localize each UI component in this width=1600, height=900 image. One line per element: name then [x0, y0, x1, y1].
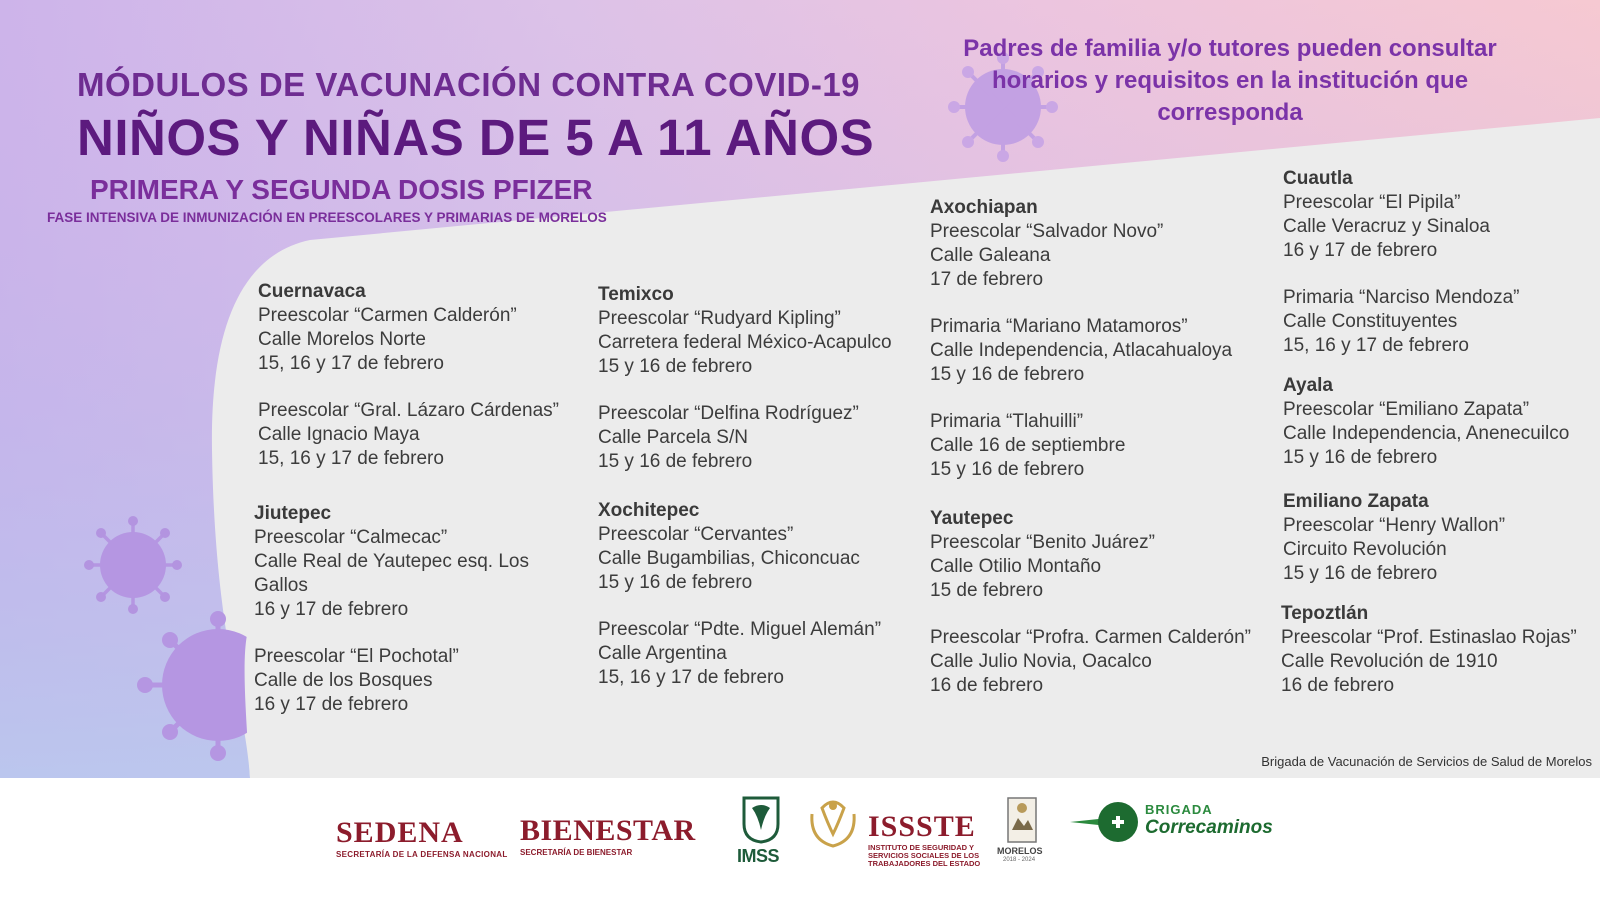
list-item — [930, 531, 1270, 603]
vaccination-dates: 15, 16 y 17 de febrero — [258, 448, 444, 469]
list-item — [254, 526, 554, 622]
title-line2: NIÑOS Y NIÑAS DE 5 A 11 AÑOS — [77, 109, 875, 166]
city-name: Tepoztlán — [1281, 603, 1369, 624]
correcaminos-icon — [1068, 800, 1144, 846]
issste-logo: ISSSTE — [868, 810, 976, 843]
morelos-logo: MORELOS — [997, 846, 1043, 856]
list-item — [598, 618, 918, 690]
city-name: Yautepec — [930, 508, 1014, 529]
school-address: Calle Independencia, Atlacahualoya — [930, 340, 1233, 361]
logo-footer — [0, 778, 1600, 900]
list-item — [930, 626, 1270, 698]
school-address: Calle Julio Novia, Oacalco — [930, 651, 1152, 672]
sedena-logo: SEDENA — [336, 816, 464, 849]
school-address: Calle Independencia, Anenecuilco — [1283, 423, 1570, 444]
school-name: Preescolar “Henry Wallon” — [1283, 515, 1506, 536]
imss-logo: IMSS — [737, 846, 780, 866]
column-1 — [258, 280, 588, 501]
school-address: Calle Otilio Montaño — [930, 556, 1102, 577]
vaccination-dates: 16 de febrero — [1281, 675, 1395, 696]
school-address: Calle Constituyentes — [1283, 311, 1458, 332]
school-name: Preescolar “El Pochotal” — [254, 646, 459, 667]
school-name: Preescolar “Emiliano Zapata” — [1283, 399, 1530, 420]
list-item — [1283, 286, 1595, 358]
vaccination-dates: 15 y 16 de febrero — [598, 572, 753, 593]
list-item — [1283, 514, 1595, 586]
school-address: Circuito Revolución — [1283, 539, 1447, 560]
school-name: Preescolar “Salvador Novo” — [930, 221, 1164, 242]
school-name: Primaria “Mariano Matamoros” — [930, 316, 1188, 337]
vaccination-dates: 15 y 16 de febrero — [598, 451, 753, 472]
school-name: Preescolar “Gral. Lázaro Cárdenas” — [258, 400, 559, 421]
vaccination-dates: 15 de febrero — [930, 580, 1044, 601]
vaccination-dates: 15 y 16 de febrero — [930, 459, 1085, 480]
list-item — [1283, 398, 1595, 470]
school-address: Calle Revolución de 1910 — [1281, 651, 1498, 672]
school-name: Preescolar “Profra. Carmen Calderón” — [930, 627, 1252, 648]
school-name: Preescolar “Carmen Calderón” — [258, 305, 517, 326]
school-name: Primaria “Tlahuilli” — [930, 411, 1084, 432]
imss-emblem-icon — [740, 794, 782, 844]
bienestar-subtitle: SECRETARÍA DE BIENESTAR — [520, 848, 633, 857]
column-2 — [598, 283, 918, 713]
vaccination-dates: 16 y 17 de febrero — [254, 694, 409, 715]
vaccination-dates: 15 y 16 de febrero — [930, 364, 1085, 385]
city-name: Ayala — [1283, 375, 1333, 396]
school-address: Calle de los Bosques — [254, 670, 433, 691]
school-address: Carretera federal México-Acapulco — [598, 332, 892, 353]
vaccination-dates: 17 de febrero — [930, 269, 1044, 290]
subtitle: PRIMERA Y SEGUNDA DOSIS PFIZER — [90, 174, 593, 205]
list-item — [930, 315, 1270, 387]
list-item — [598, 307, 918, 379]
notice-text: Padres de familia y/o tutores pueden consultar horarios y requisitos en la institución que corresponda — [963, 35, 1497, 126]
morelos-shield-icon — [1006, 796, 1038, 844]
brigada-logo: BRIGADA — [1145, 802, 1213, 817]
morelos-subtitle: 2018 - 2024 — [1003, 857, 1036, 863]
issste-emblem-icon — [804, 794, 862, 850]
column-3 — [930, 196, 1270, 721]
school-address: Calle Ignacio Maya — [258, 424, 420, 445]
school-name: Preescolar “El Pipila” — [1283, 192, 1461, 213]
school-address: Calle Parcela S/N — [598, 427, 748, 448]
school-address: Calle Galeana — [930, 245, 1051, 266]
title-line1: MÓDULOS DE VACUNACIÓN CONTRA COVID-19 — [77, 66, 861, 103]
school-address: Calle Veracruz y Sinaloa — [1283, 216, 1490, 237]
vaccination-dates: 16 y 17 de febrero — [254, 599, 409, 620]
school-address: Calle Argentina — [598, 643, 727, 664]
vaccination-dates: 15, 16 y 17 de febrero — [258, 353, 444, 374]
school-address: Calle Morelos Norte — [258, 329, 426, 350]
school-name: Preescolar “Pdte. Miguel Alemán” — [598, 619, 882, 640]
list-item — [1281, 626, 1595, 698]
bienestar-logo: BIENESTAR — [520, 814, 696, 847]
list-item — [258, 399, 588, 471]
vaccination-dates: 15 y 16 de febrero — [1283, 447, 1438, 468]
list-item — [1283, 191, 1595, 263]
virus-icon — [84, 516, 182, 614]
school-name: Preescolar “Rudyard Kipling” — [598, 308, 841, 329]
city-name: Temixco — [598, 284, 674, 305]
list-item — [258, 304, 588, 376]
school-name: Preescolar “Benito Juárez” — [930, 532, 1155, 553]
school-address: Calle Real de Yautepec esq. Los Gallos — [254, 551, 529, 596]
school-name: Preescolar “Cervantes” — [598, 524, 794, 545]
list-item — [254, 645, 554, 717]
phase-text: FASE INTENSIVA DE INMUNIZACIÓN EN PREESCOLARES Y PRIMARIAS DE MORELOS — [47, 210, 607, 225]
correcaminos-logo: Correcaminos — [1145, 817, 1273, 838]
credit-text: Brigada de Vacunación de Servicios de Salud de Morelos — [1261, 754, 1592, 769]
list-item — [598, 402, 918, 474]
vaccination-dates: 15 y 16 de febrero — [1283, 563, 1438, 584]
city-name: Jiutepec — [254, 503, 332, 524]
vaccination-dates: 16 de febrero — [930, 675, 1044, 696]
school-name: Primaria “Narciso Mendoza” — [1283, 287, 1520, 308]
city-name: Axochiapan — [930, 197, 1038, 218]
city-name: Cuernavaca — [258, 281, 366, 302]
school-name: Preescolar “Prof. Estinaslao Rojas” — [1281, 627, 1577, 648]
vaccination-dates: 15, 16 y 17 de febrero — [598, 667, 784, 688]
city-name: Emiliano Zapata — [1283, 491, 1429, 512]
list-item — [598, 523, 918, 595]
school-address: Calle 16 de septiembre — [930, 435, 1126, 456]
school-name: Preescolar “Calmecac” — [254, 527, 448, 548]
vaccination-dates: 15 y 16 de febrero — [598, 356, 753, 377]
column-4 — [1283, 167, 1595, 721]
column-1b — [254, 502, 554, 740]
list-item — [930, 220, 1270, 292]
school-name: Preescolar “Delfina Rodríguez” — [598, 403, 859, 424]
city-name: Xochitepec — [598, 500, 700, 521]
issste-subtitle: INSTITUTO DE SEGURIDAD Y SERVICIOS SOCIALES DE LOS TRABAJADORES DEL ESTADO — [868, 843, 981, 868]
city-name: Cuautla — [1283, 168, 1353, 189]
list-item — [930, 410, 1270, 482]
school-address: Calle Bugambilias, Chiconcuac — [598, 548, 860, 569]
vaccination-dates: 16 y 17 de febrero — [1283, 240, 1438, 261]
sedena-subtitle: SECRETARÍA DE LA DEFENSA NACIONAL — [336, 850, 508, 859]
vaccination-dates: 15, 16 y 17 de febrero — [1283, 335, 1469, 356]
